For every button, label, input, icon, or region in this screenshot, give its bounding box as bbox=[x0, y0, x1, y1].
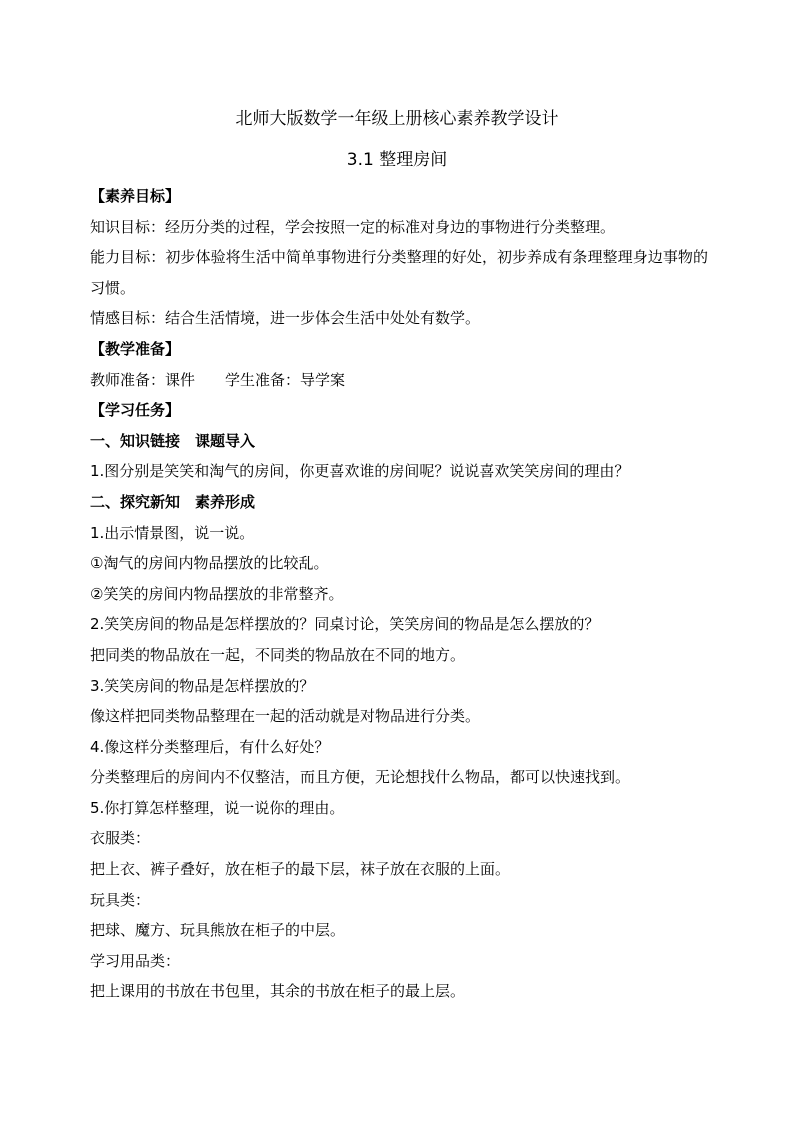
paragraph-step-4: 4.像这样分类整理后，有什么好处？ bbox=[90, 737, 330, 756]
paragraph-step-1: 1.出示情景图，说一说。 bbox=[90, 523, 255, 542]
paragraph-step-2: 2.笑笑房间的物品是怎样摆放的？同桌讨论，笑笑房间的物品是怎么摆放的？ bbox=[90, 615, 600, 634]
paragraph-question-1: 1.图分别是笑笑和淘气的房间，你更喜欢谁的房间呢？说说喜欢笑笑房间的理由？ bbox=[90, 462, 630, 481]
subsection-heading-explore: 二、探究新知 素养形成 bbox=[90, 492, 256, 511]
category-toys-text: 把球、魔方、玩具熊放在柜子的中层。 bbox=[90, 921, 346, 940]
paragraph-knowledge-goal: 知识目标：经历分类的过程，学会按照一定的标准对身边的事物进行分类整理。 bbox=[90, 217, 616, 236]
paragraph-point-2: ②笑笑的房间内物品摆放的非常整齐。 bbox=[90, 584, 344, 603]
category-clothes-label: 衣服类： bbox=[90, 829, 151, 848]
paragraph-emotion-goal: 情感目标：结合生活情境，进一步体会生活中处处有数学。 bbox=[90, 309, 481, 328]
section-heading-literacy-goals: 【素养目标】 bbox=[90, 187, 181, 205]
category-clothes-text: 把上衣、裤子叠好，放在柜子的最下层，袜子放在衣服的上面。 bbox=[90, 860, 511, 879]
subsection-heading-introduction: 一、知识链接 课题导入 bbox=[90, 431, 256, 450]
paragraph-answer-2: 把同类的物品放在一起，不同类的物品放在不同的地方。 bbox=[90, 645, 466, 664]
category-stationery-label: 学习用品类： bbox=[90, 951, 181, 970]
paragraph-answer-3: 像这样把同类物品整理在一起的活动就是对物品进行分类。 bbox=[90, 707, 481, 726]
paragraph-step-5: 5.你打算怎样整理，说一说你的理由。 bbox=[90, 798, 345, 817]
document-body bbox=[90, 181, 708, 1007]
paragraph-ability-goal: 能力目标：初步体验将生活中简单事物进行分类整理的好处，初步养成有条理整理身边事物的习惯。 bbox=[90, 248, 708, 297]
paragraph-point-1: ①淘气的房间内物品摆放的比较乱。 bbox=[90, 554, 329, 573]
lesson-title: 3.1 整理房间 bbox=[346, 150, 448, 170]
section-heading-learning-tasks: 【学习任务】 bbox=[90, 401, 181, 420]
category-stationery-text: 把上课用的书放在书包里，其余的书放在柜子的最上层。 bbox=[90, 982, 466, 1001]
category-toys-label: 玩具类： bbox=[90, 890, 151, 909]
paragraph-answer-4: 分类整理后的房间内不仅整洁，而且方便，无论想找什么物品，都可以快速找到。 bbox=[90, 768, 631, 787]
paragraph-step-3: 3.笑笑房间的物品是怎样摆放的？ bbox=[90, 676, 315, 695]
document-title: 北师大版数学一年级上册核心素养教学设计 bbox=[235, 109, 559, 129]
paragraph-preparation: 教师准备：课件 学生准备：导学案 bbox=[90, 370, 346, 389]
section-heading-preparation: 【教学准备】 bbox=[90, 339, 181, 358]
